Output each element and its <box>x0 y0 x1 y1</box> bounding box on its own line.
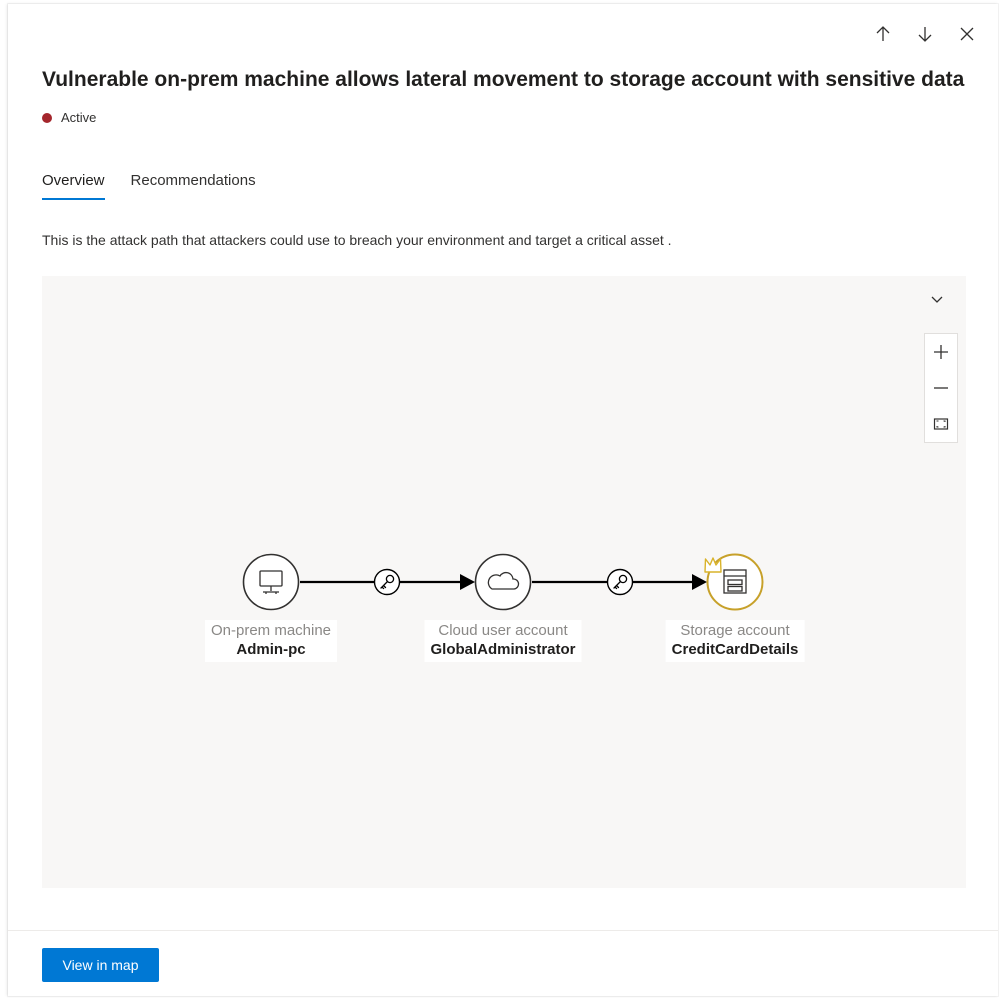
node-name[interactable]: Admin-pc <box>236 641 306 658</box>
overview-description: This is the attack path that attackers could use to breach your environment and target a critical asset . <box>42 232 672 248</box>
view-in-map-button[interactable]: View in map <box>42 948 159 982</box>
close-button[interactable] <box>950 20 984 48</box>
arrow-up-icon <box>874 25 892 43</box>
arrow-down-icon <box>916 25 934 43</box>
status-dot <box>42 113 52 123</box>
panel-nav <box>866 20 984 48</box>
status-indicator <box>42 110 96 125</box>
node-admin-pc[interactable] <box>244 555 299 610</box>
edge-key-icon[interactable] <box>608 570 633 595</box>
tab-list <box>42 172 256 200</box>
close-icon <box>958 25 976 43</box>
footer-divider <box>8 930 998 931</box>
zoom-out-button[interactable] <box>925 370 957 406</box>
tab-overview[interactable]: Overview <box>42 172 105 200</box>
node-name[interactable]: CreditCardDetails <box>671 641 799 658</box>
attack-path-panel <box>8 4 998 996</box>
node-global-administrator[interactable] <box>476 555 531 610</box>
edge-key-icon[interactable] <box>375 570 400 595</box>
plus-icon <box>933 344 949 360</box>
zoom-in-button[interactable] <box>925 334 957 370</box>
chevron-down-icon <box>930 292 944 306</box>
collapse-button[interactable] <box>926 288 948 310</box>
node-label-credit-card-details <box>666 620 805 662</box>
fit-to-screen-icon <box>933 416 949 432</box>
node-type: Storage account <box>680 622 790 639</box>
zoom-controls <box>924 333 958 443</box>
node-credit-card-details[interactable] <box>705 555 763 610</box>
status-label: Active <box>61 110 97 125</box>
minus-icon <box>933 380 949 396</box>
node-type: Cloud user account <box>438 622 568 639</box>
node-type: On-prem machine <box>210 622 332 639</box>
node-label-global-administrator <box>424 620 581 662</box>
attack-path-graph <box>42 276 966 888</box>
tab-recommendations[interactable]: Recommendations <box>130 172 256 189</box>
node-label-admin-pc <box>205 620 337 662</box>
page-title: Vulnerable on-prem machine allows lateral movement to storage account with sensitive data <box>42 68 965 91</box>
node-name[interactable]: GlobalAdministrator <box>430 641 576 658</box>
previous-item-button[interactable] <box>866 20 900 48</box>
next-item-button[interactable] <box>908 20 942 48</box>
attack-path-map[interactable] <box>42 276 966 888</box>
fit-to-screen-button[interactable] <box>925 406 957 442</box>
